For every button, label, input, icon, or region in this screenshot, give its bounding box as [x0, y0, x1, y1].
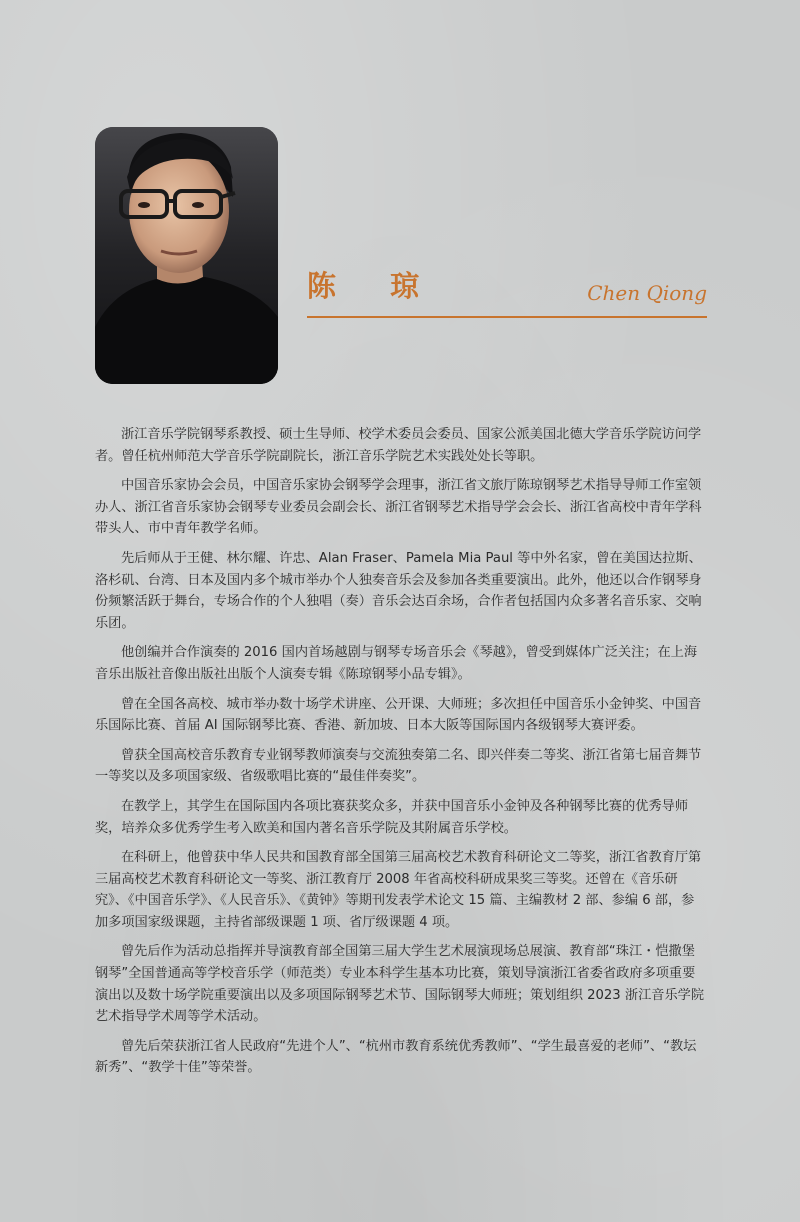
name-english: Chen Qiong: [587, 281, 707, 305]
bio-paragraph: 中国音乐家协会会员，中国音乐家协会钢琴学会理事，浙江省文旅厅陈琼钢琴艺术指导导师工作室领办人、浙江省音乐家协会钢琴专业委员会副会长、浙江省钢琴艺术指导学会会长、浙江省高校中青年学科带头人、市中青年教学名师。: [95, 478, 702, 537]
bio-paragraph: 他创编并合作演奏的 2016 国内首场越剧与钢琴专场音乐会《琴越》，曾受到媒体广泛关注；在上海音乐出版社音像出版社出版个人演奏专辑《陈琼钢琴小品专辑》。: [95, 645, 698, 682]
name-chinese: 陈 琼: [307, 269, 442, 303]
bio-paragraph: 曾在全国各高校、城市举办数十场学术讲座、公开课、大师班；多次担任中国音乐小金钟奖、中国音乐国际比赛、首届 AI 国际钢琴比赛、香港、新加坡、日本大阪等国际国内各级钢琴大赛评委。: [95, 696, 702, 734]
portrait-illustration: [95, 127, 278, 384]
bio-paragraph: 曾先后荣获浙江省人民政府“先进个人”、“杭州市教育系统优秀教师”、“学生最喜爱的老师”、“教坛新秀”、“教学十佳”等荣誉。: [95, 1038, 697, 1076]
bio-paragraph: 浙江音乐学院钢琴系教授、硕士生导师、校学术委员会委员、国家公派美国北德大学音乐学院访问学者。曾任杭州师范大学音乐学院副院长，浙江音乐学院艺术实践处处长等职。: [95, 427, 702, 464]
bio-paragraph: 在教学上，其学生在国际国内各项比赛获奖众多，并获中国音乐小金钟及各种钢琴比赛的优秀导师奖，培养众多优秀学生考入欧美和国内著名音乐学院及其附属音乐学校。: [95, 798, 689, 836]
bio-paragraph: 曾获全国高校音乐教育专业钢琴教师演奏与交流独奏第二名、即兴伴奏二等奖、浙江省第七届音舞节一等奖以及多项国家级、省级歌唱比赛的“最佳伴奏奖”。: [95, 747, 702, 785]
biography: [95, 424, 707, 1087]
bio-paragraph: 先后师从于王健、林尔耀、许忠、Alan Fraser、Pamela Mia Paul 等中外名家，曾在美国达拉斯、洛杉矶、台湾、日本及国内多个城市举办个人独奏音乐会及参加各类重要演出。此外，他还以合作钢琴身份频繁活跃于舞台，专场合作的个人独唱（奏）音乐会达百余场，合作者包括国内众多著名音乐家、交响乐团。: [95, 550, 702, 631]
bio-paragraph: 在科研上，他曾获中华人民共和国教育部全国第三届高校艺术教育科研论文二等奖，浙江省教育厅第三届高校艺术教育科研论文一等奖、浙江教育厅 2008 年省高校科研成果奖三等奖。还曾在《音乐研究》、《中国音乐学》、《人民音乐》、《黄钟》等期刊发表学术论文 15 篇、主编教材 2 部、参编 6 部，参加多项国家级课题，主持省部级课题 1 项、省厅级课题 4 项。: [95, 850, 702, 930]
portrait-photo: [95, 127, 278, 384]
bio-paragraph: 曾先后作为活动总指挥并导演教育部全国第三届大学生艺术展演现场总展演、教育部“珠江・恺撒堡钢琴”全国普通高等学校音乐学（师范类）专业本科学生基本功比赛，策划导演浙江省委省政府多项重要演出以及数十场学院重要演出以及多项国际钢琴艺术节、国际钢琴大师班；策划组织 2023 浙江音乐学院艺术指导学术周等学术活动。: [95, 944, 705, 1025]
name-divider: [307, 316, 707, 318]
